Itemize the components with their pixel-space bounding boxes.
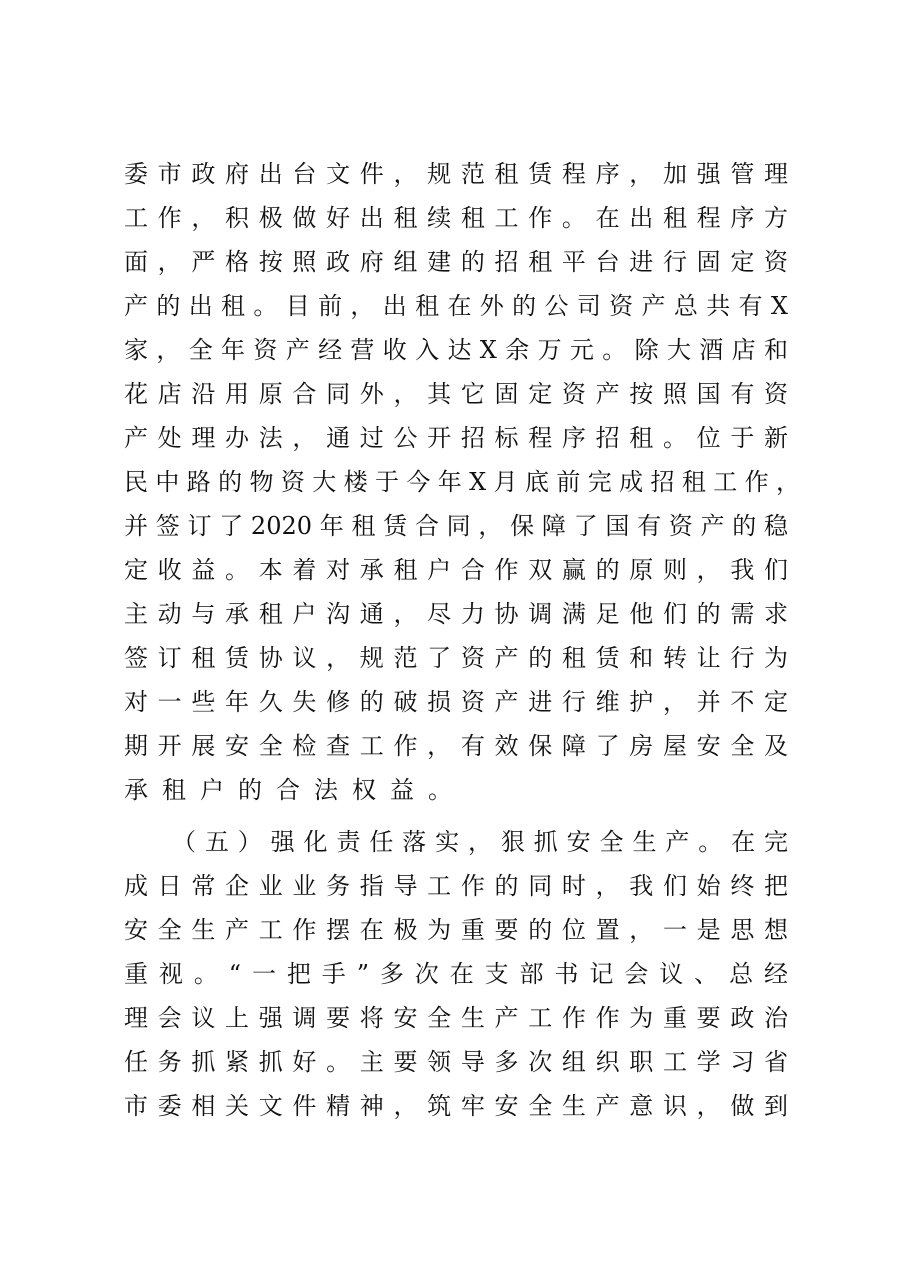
paragraph-1-line: 民中路的物资大楼于今年X月底前完成招租工作， — [124, 468, 800, 496]
paragraph-1-line: 定收益。本着对承租户合作双赢的原则，我们 — [124, 556, 788, 584]
paragraph-1-line: 花店沿用原合同外，其它固定资产按照国有资 — [124, 380, 788, 408]
paragraph-2-line: 成日常企业业务指导工作的同时，我们始终把 — [124, 872, 788, 900]
paragraph-1-line: 产的出租。目前，出租在外的公司资产总共有X — [124, 292, 788, 320]
paragraph-2-line: 任务抓紧抓好。主要领导多次组织职工学习省 — [124, 1048, 788, 1076]
paragraph-1-line: 主动与承租户沟通，尽力协调满足他们的需求 — [124, 600, 788, 628]
paragraph-1-line: 期开展安全检查工作，有效保障了房屋安全及 — [124, 732, 788, 760]
paragraph-2-line: （五）强化责任落实，狠抓安全生产。在完 — [172, 828, 788, 856]
paragraph-2-line: 市委相关文件精神，筑牢安全生产意识，做到 — [124, 1092, 788, 1120]
paragraph-2-line: 重视。“一把手”多次在支部书记会议、总经 — [124, 960, 788, 988]
paragraph-1-line: 委市政府出台文件，规范租赁程序，加强管理 — [124, 160, 788, 188]
paragraph-1-line: 承租户的合法权益。 — [124, 776, 466, 804]
paragraph-1-line: 并签订了2020年租赁合同，保障了国有资产的稳 — [124, 512, 788, 540]
paragraph-1-line: 产处理办法，通过公开招标程序招租。位于新 — [124, 424, 788, 452]
paragraph-1-line: 家，全年资产经营收入达X余万元。除大酒店和 — [124, 336, 788, 364]
paragraph-2-line: 安全生产工作摆在极为重要的位置，一是思想 — [124, 916, 788, 944]
paragraph-1-line: 工作，积极做好出租续租工作。在出租程序方 — [124, 204, 788, 232]
paragraph-1-line: 对一些年久失修的破损资产进行维护，并不定 — [124, 688, 788, 716]
paragraph-1-line: 签订租赁协议，规范了资产的租赁和转让行为 — [124, 644, 788, 672]
paragraph-2-line: 理会议上强调要将安全生产工作作为重要政治 — [124, 1004, 788, 1032]
paragraph-1-line: 面，严格按照政府组建的招租平台进行固定资 — [124, 248, 788, 276]
